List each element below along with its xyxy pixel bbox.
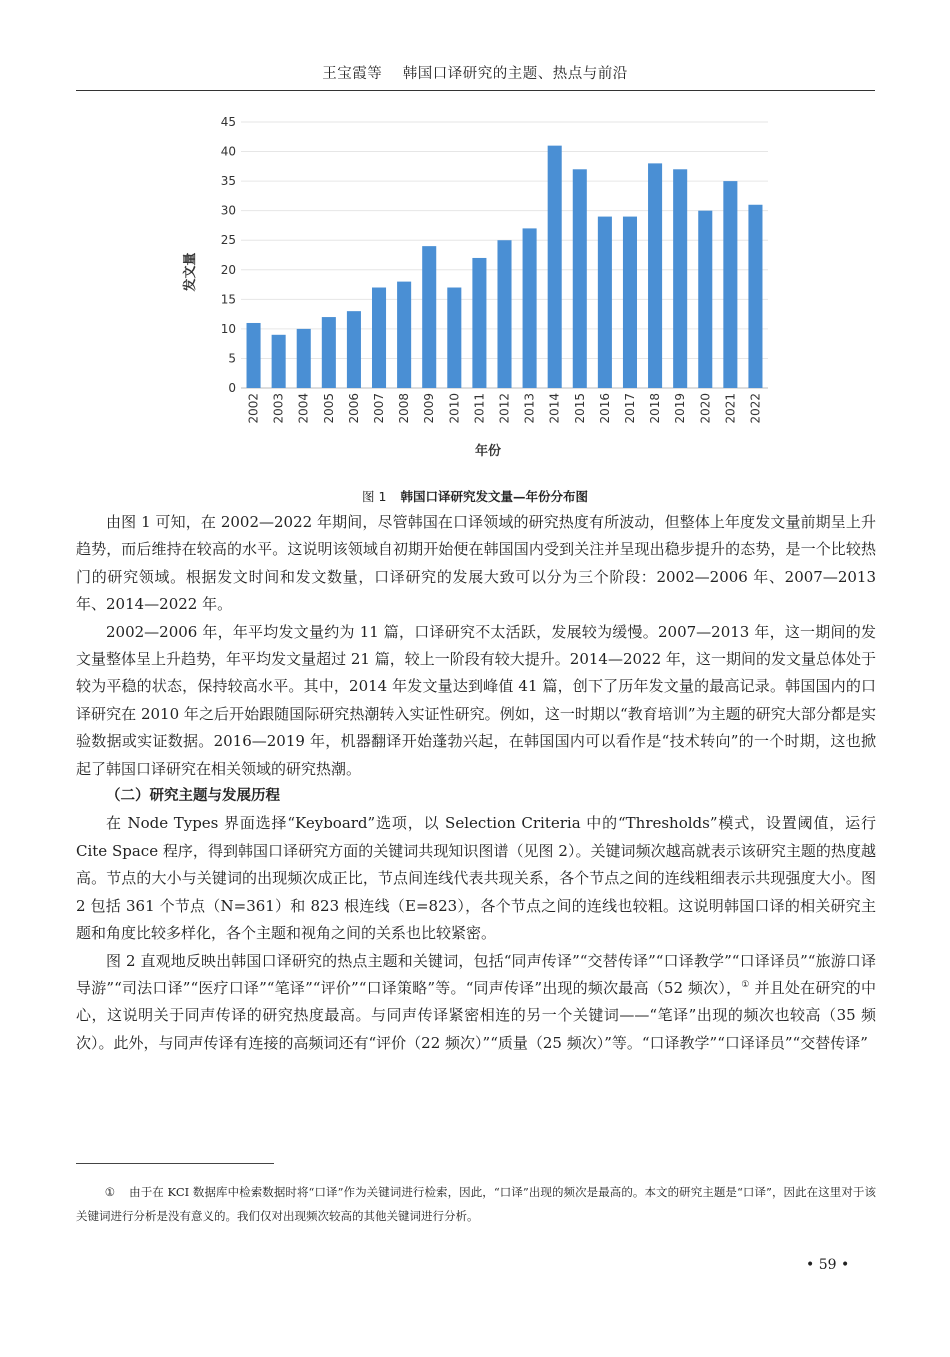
paragraph-4-part-2: 并且处在研究的中心，这说明关于同声传译的研究热度最高。与同声传译紧密相连的另一个关键词——“笔译”出现的频次也较高（35 频次）。此外，与同声传译有连接的高频词还有“评价（22 频次）”“质量（25 频次）”等。“口译教学”“口译译员”“交替传译”: [76, 978, 876, 1052]
bar-2011: [472, 258, 486, 388]
footnote-reference[interactable]: ①: [741, 979, 750, 990]
figure-title: 韩国口译研究发文量—年份分布图: [400, 489, 588, 504]
y-tick-label: 40: [220, 144, 236, 159]
page-number: • 59 •: [806, 1257, 850, 1273]
x-tick-label: 2006: [346, 393, 361, 424]
body-text: [76, 509, 876, 1057]
paragraph-3: 在 Node Types 界面选择“Keyboard”选项，以 Selection Criteria 中的“Thresholds”模式，设置阈值，运行 Cite Space 程序，得到韩国口译研究方面的关键词共现知识图谱（见图 2）。关键词频次越高就表示该研究主题的热度越高。节点的大小与关键词的出现频次成正比，节点间连线代表共现关系，各个节点之间的连线粗细表示共现强度大小。图 2 包括 361 个节点（N=361）和 823 根连线（E=823），各个节点之间的连线也较粗。这说明韩国口译的相关研究主题和角度比较多样化，各个主题和视角之间的关系也比较紧密。: [76, 814, 876, 943]
bar-2020: [698, 211, 712, 388]
y-tick-label: 30: [220, 203, 236, 218]
x-tick-label: 2017: [622, 393, 637, 424]
x-tick-label: 2010: [447, 393, 462, 424]
x-tick-label: 2016: [597, 393, 612, 424]
x-tick-label: 2018: [648, 393, 663, 424]
x-tick-label: 2013: [522, 393, 537, 424]
x-tick-label: 2008: [397, 393, 412, 424]
x-tick-label: 2005: [321, 393, 336, 424]
footnote-mark: ①: [104, 1185, 116, 1199]
y-tick-label: 10: [220, 321, 236, 336]
x-tick-label: 2007: [372, 393, 387, 424]
bar-2003: [272, 335, 286, 388]
y-tick-label: 15: [220, 292, 236, 307]
y-tick-label: 20: [220, 262, 236, 277]
footnote: [76, 1180, 876, 1228]
bar-2008: [397, 282, 411, 388]
bar-2014: [548, 146, 562, 388]
bar-2015: [573, 169, 587, 388]
paragraph-1: 由图 1 可知，在 2002—2022 年期间，尽管韩国在口译领域的研究热度有所波动，但整体上年度发文量前期呈上升趋势，而后维持在较高的水平。这说明该领域自初期开始便在韩国国内受到关注并呈现出稳步提升的态势，是一个比较热门的研究领域。根据发文时间和发文数量，口译研究的发展大致可以分为三个阶段：2002—2006 年、2007—2013 年、2014—2022 年。: [76, 513, 876, 614]
footnote-rule: [76, 1163, 274, 1164]
header-authors: 王宝霞等: [322, 66, 383, 82]
paragraph-4: [76, 948, 876, 1058]
bar-2016: [598, 217, 612, 388]
bar-2012: [497, 240, 511, 388]
x-tick-label: 2022: [748, 393, 763, 424]
x-tick-label: 2011: [472, 393, 487, 424]
bar-2005: [322, 317, 336, 388]
bar-2007: [372, 288, 386, 388]
x-tick-label: 2021: [723, 393, 738, 424]
bar-2019: [673, 169, 687, 388]
header-rule: [76, 90, 875, 91]
x-tick-label: 2015: [572, 393, 587, 424]
x-tick-label: 2002: [246, 393, 261, 424]
x-tick-label: 2019: [673, 393, 688, 424]
bar-2021: [723, 181, 737, 388]
x-axis-label: 年份: [474, 444, 502, 459]
y-tick-label: 0: [228, 381, 236, 395]
y-tick-label: 35: [220, 174, 236, 189]
figure-caption: [0, 487, 950, 505]
bar-2022: [748, 205, 762, 388]
bar-2013: [523, 228, 537, 388]
bar-2006: [347, 311, 361, 388]
bar-2002: [247, 323, 261, 388]
x-tick-label: 2012: [497, 393, 512, 424]
x-tick-label: 2014: [547, 393, 562, 424]
bar-2010: [447, 288, 461, 388]
y-tick-label: 45: [220, 115, 236, 129]
header-title: 韩国口译研究的主题、热点与前沿: [402, 66, 628, 82]
y-tick-label: 5: [228, 351, 236, 366]
y-tick-label: 25: [220, 233, 236, 248]
x-tick-label: 2009: [422, 393, 437, 424]
y-axis-label: 发文量: [183, 252, 198, 292]
x-tick-label: 2020: [698, 393, 713, 424]
paragraph-2: 2002—2006 年，年平均发文量约为 11 篇，口译研究不太活跃，发展较为缓慢。2007—2013 年，这一期间的发文量整体呈上升趋势，年平均发文量超过 21 篇，较上一阶段有较大提升。2014—2022 年，这一期间的发文量总体处于较为平稳的状态，保持较高水平。其中，2014 年发文量达到峰值 41 篇，创下了历年发文量的最高记录。韩国国内的口译研究在 2010 年之后开始跟随国际研究热潮转入实证性研究。例如，这一时期以“教育培训”为主题的研究大部分都是实验数据或实证数据。2016—2019 年，机器翻译开始蓬勃兴起，在韩国国内可以看作是“技术转向”的一个时期，这也掀起了韩国口译研究在相关领域的研究热潮。: [76, 622, 876, 778]
x-tick-label: 2004: [296, 393, 311, 424]
section-heading: （二）研究主题与发展历程: [106, 788, 280, 805]
x-tick-label: 2003: [271, 393, 286, 424]
paragraph-4-part-1: 图 2 直观地反映出韩国口译研究的热点主题和关键词，包括“同声传译”“交替传译”“口译教学”“口译译员”“旅游口译导游”“司法口译”“医疗口译”“笔译”“评价”“口译策略”等。“同声传译”出现的频次最高（52 频次），: [76, 951, 876, 997]
footnote-text: 由于在 KCI 数据库中检索数据时将“口译”作为关键词进行检索，因此，“口译”出现的频次是最高的。本文的研究主题是“口译”，因此在这里对于该关键词进行分析是没有意义的。我们仅对出现频次较高的其他关键词进行分析。: [76, 1185, 876, 1223]
bar-2017: [623, 217, 637, 388]
bar-2018: [648, 163, 662, 388]
bar-chart: [0, 100, 950, 480]
bar-2004: [297, 329, 311, 388]
bar-2009: [422, 246, 436, 388]
running-header: [76, 62, 874, 83]
figure-number: 图 1: [362, 489, 387, 504]
